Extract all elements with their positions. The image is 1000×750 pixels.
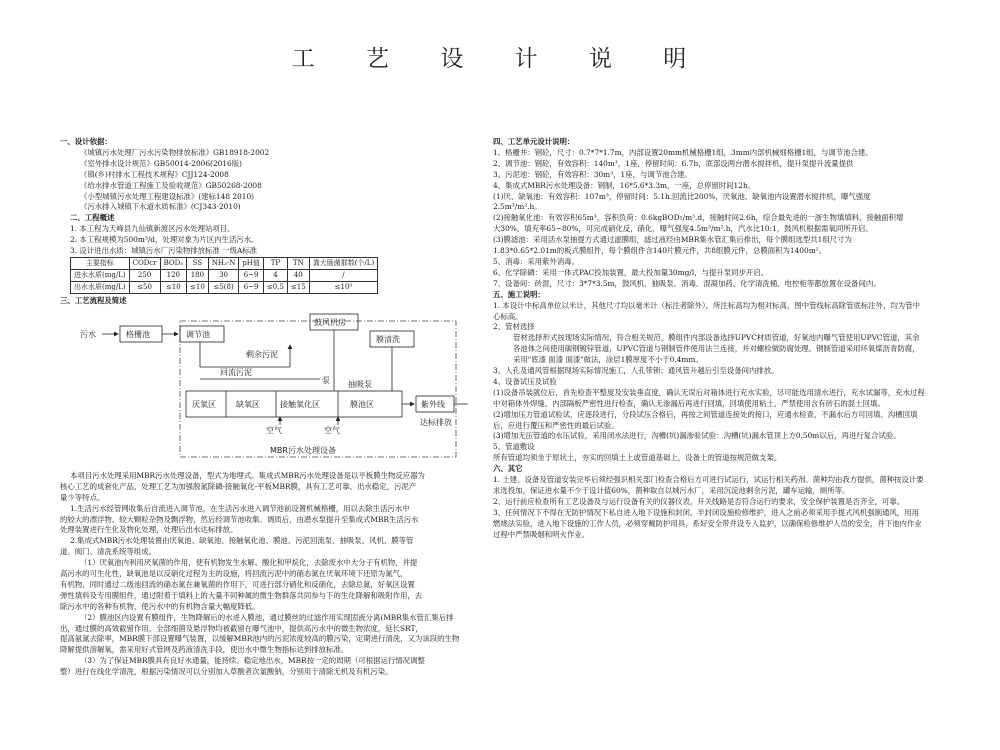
paragraph-line: 出，通过膜的高效截留作用，全部细菌及悬浮物均被截留在曝气池中，提供高污水中的微生物浓度，延长SRT， [60, 623, 423, 633]
table-cell: ≤50 [129, 281, 160, 293]
unit-line: 1.83*0.65*2.01m的板式膜组件，每个膜组件含140片膜元件，共8组膜元件，总膜面积为1400m²。 [493, 246, 827, 256]
basis-item: 《镇(乡)村排水工程技术规程》CJJ124-2008 [80, 169, 229, 179]
membrane-clean-label: 膜清洗 [376, 334, 400, 344]
table-header-row [71, 257, 378, 269]
paragraph-line: （2）膜池区内设置有膜组件，生物降解后的水进入膜池，通过膜丝的过滤作用实现固液分离(MBR集水管汇集后排 [80, 612, 454, 622]
equipment-boundary [180, 321, 456, 457]
basis-item: 《小型城镇污水处理工程建设标准》(建标148 2010) [80, 191, 255, 201]
table-cell: 6~9 [239, 281, 264, 293]
section-heading-units: 四、工艺单元设计说明： [493, 137, 575, 146]
contact-oxidation-label: 接触氧化区 [280, 399, 320, 409]
table-cell: ≤15 [287, 281, 309, 293]
construction-item: 1. 本设计中标高单位以米计，其他尺寸均以毫米计（标注者除外），所注标高均为相对标高，图中管线标高除管底标注外，均为管中心标高。 [493, 300, 920, 321]
paragraph-line: （1）厌氧池内利用厌氧菌的作用，使有机物发生水解、酸化和甲烷化，去除废水中大分子有机物，并提 [80, 558, 418, 568]
table-header-cell: pH值 [239, 257, 264, 269]
diagram-caption: MBR污水处理设备 [270, 445, 336, 455]
table-header-cell: BOD₅ [160, 257, 186, 269]
paragraph-line: 道、阀门、清洗系统等组成。 [60, 547, 157, 557]
overview-item: 1. 本工程为天峰县九仙镇新渡区污水处理站项目。 [70, 224, 235, 234]
construction-item: 所有管道均须坐于原状土，夯实的回填土上或管道基础上，设备上的管道按规范做支架。 [493, 453, 782, 463]
process-flow-svg [70, 309, 470, 467]
suction-pump-label: 抽吸泵 [348, 379, 372, 389]
paragraph-line: 弹性填料及专用膜组件，通过附着于填料上的大量不同种属的微生物群落共同参与下的生化降解和吸附作用，去 [60, 590, 423, 600]
table-cell: ≤10³ [309, 281, 377, 293]
table-cell: 6~9 [239, 269, 264, 281]
unit-line: 5、消毒：采用紫外消毒。 [493, 256, 580, 266]
discharge-label: 达标排放 [420, 417, 452, 427]
unit-line: 1、格栅井：钢砼，尺寸：0.7*7*1.7m，内部设置20mm机械格栅1组，3mm内部机械细格栅1组，与调节池合建。 [493, 147, 873, 157]
paragraph-line: 1.生活污水经管网收集后自流进入调节池，在生活污水进入调节池前设置机械格栅，用以去除生活污水中 [70, 503, 410, 513]
paragraph-line: 提高氨氮去除率，MBR膜下部设置曝气装置，以缓解MBR池内的污泥浓度较高的膜污染，定期进行清洗，又为该段的生物 [60, 634, 460, 644]
section-heading-process: 三、工艺流程及简述 [60, 295, 127, 305]
table-cell: 40 [287, 269, 309, 281]
reflux-label: 回流污泥 [220, 367, 252, 377]
unit-line: 6、化学除磷：采用一体式PAC投加装置，最大投加量30mg/l，与提升泵同步开启。 [493, 267, 769, 277]
unit-line: (3)膜滤池：采用活水泵抽提方式通过滤膜组，滤过液经由MBR集水管汇集后排出，每个膜组选型共1组尺寸为 [493, 235, 852, 245]
table-header-cell: 粪大肠菌群数(个/L) [309, 257, 377, 269]
construction-item: 4、设备试压及试验 [493, 376, 557, 386]
unit-line: 2、调节池：钢砼，有效容积：140m³，1座，停留时间：6.7h，底部设两台潜水搅拌机，提升泵提升流量提供 [493, 158, 854, 168]
paragraph-line: 的较大的漂浮物、较大颗粒杂物及飘浮物，然后经调节池收集、调质后，由潜水泵提升至集成式MBR生活污水 [60, 514, 419, 524]
table-cell: ≤10 [160, 281, 186, 293]
paragraph-line: 有机物，同时通过二级池回流的硝态氮在兼氧菌的作用下，可进行部分硝化和反硝化，去除总氮，好氧区设置 [60, 579, 415, 589]
construction-item: 5、管道敷设 [493, 442, 535, 452]
air-label: 空气 [266, 425, 282, 435]
table-header-cell: TN [287, 257, 309, 269]
table-cell: 250 [129, 269, 160, 281]
construction-item: 六、其它 [493, 464, 523, 474]
unit-line: 大30%，填充率65~80%，可完成硝化反，硝化，曝气强度4.5m³/m².h，汽水比10:1，鼓风机根据需氧同所开启。 [493, 224, 873, 234]
paragraph-line: 降解提供溶解氧，需采用好式管网及药液清洗手段，使出水中微生物指标达到排放标准。 [60, 645, 349, 655]
residual-sludge-label: 剩余污泥 [246, 349, 278, 359]
overview-item: 2. 本工程规模为500m³/d，处理对象为片区内生活污水。 [70, 235, 259, 245]
table-cell: 120 [160, 269, 186, 281]
table-header-cell: NH₃-N [208, 257, 239, 269]
table-row [71, 269, 378, 281]
construction-item: (3)增加无压管道的水压试验，采用闭水法进行，沟槽(坑)漏渗验试验：沟槽(坑)漏水管顶上方0.50m以后，再进行复合试验。 [493, 431, 901, 441]
basis-item: 《城镇污水处理厂污水污染物排放标准》GB18918-2002 [80, 147, 270, 157]
uv-label: 紫外线 [421, 399, 445, 409]
section-heading-construction: 五、施工说明： [493, 289, 545, 299]
left-column [60, 137, 480, 678]
construction-item: (2)增加压力管道试验试，应逐段进行，分段试压合格后，再按之间管道连接处的接口，应通水检查，不漏水后方可回填。沟槽回填后，应进行覆压和严密性的最后试验。 [493, 409, 918, 430]
paragraph-line: 除污水中的各种有机物，使污水中的有机物含量大幅度降低。 [60, 601, 260, 611]
construction-item: 2、运行前应检查所有工艺设备及与运行设备有关的仪器仪表，开关线路是否符合运行的要求，安全保护装置是否齐全，可靠。 [493, 496, 905, 506]
wastewater-label: 污水 [80, 329, 96, 339]
table-cell: / [309, 269, 377, 281]
pump-label: 泵 [322, 375, 330, 385]
table-cell: ≤5(8) [208, 281, 239, 293]
paragraph-line: 量少等特点。 [60, 492, 105, 502]
table-cell: 出水水质(mg/L) [71, 281, 130, 293]
table-header-cell: SS [187, 257, 209, 269]
unit-line: (1)厌、缺氧池：有效容积：107m³，停留时间：5.1h.回流比200%，厌氧池、缺氧池内设置潜水搅拌机，曝气强度 [493, 191, 871, 201]
table-cell: 180 [187, 269, 209, 281]
section-heading-basis: 一、设计依据： [60, 137, 112, 146]
table-header-cell: 主要指标 [71, 257, 130, 269]
page-title: 工 艺 设 计 说 明 [291, 46, 709, 72]
table-header-cell: CODcr [129, 257, 160, 269]
process-flow-diagram [70, 309, 470, 467]
paragraph-line: 核心工艺的成套化产品，处理工艺为加强脱氮除磷-接触氧化-平板MBR膜，具有工艺可靠、出水稳定，污泥产 [60, 481, 417, 491]
paragraph-line: 2.集成式MBR污水处理装置由厌氧池、缺氧池、接触氧化池、膜池、污泥回流泵、抽吸泵、风机、膜等管 [70, 536, 414, 546]
paragraph-line: 处理装置进行生化及物化处理，处理后出水达标排放。 [60, 525, 238, 535]
paragraph-line: 整）进行在线化学清洗，根据污染情况可以分别加入草酸者次氯酸钠，分别用于清除无机及有机污染。 [60, 667, 393, 677]
construction-item: 1. 土建、设备及管道安装完毕后须经强识相关部门检查合格后方可进行试运行，试运行相关药剂、菌种均由我方提供，菌种按设计要求选投加，保证进水量不少于设计值60%，菌种取自以城污水厂，采用沉淀池剩余污泥，罐车运输，厕所等。 [493, 475, 924, 495]
adjust-tank-label: 调节池 [186, 329, 210, 339]
table-row [71, 281, 378, 293]
paragraph-line: （3）为了保证MBR膜具有良好水通量，能持续、稳定地出水，MBR按一定的周期（可根据运行情况调整 [80, 656, 425, 666]
air-label: 空气 [324, 425, 340, 435]
grille-tank-label: 格栅池 [126, 329, 150, 339]
anoxic-zone-label: 厌氧区 [192, 399, 216, 409]
basis-item: 《给水排水管道工程施工及验收规范》GB50268-2008 [80, 180, 262, 190]
membrane-zone-label: 膜池区 [350, 399, 374, 409]
paragraph-line: 高污水的可生化性，缺氧池是以反硝化过程为主的设施，将回流污泥中的硝态氮在厌氧环境下还原为氮气， [60, 569, 408, 579]
section-heading-overview: 二、工程概述 [70, 213, 115, 223]
basis-item: 《污水排入城镇下水道水质标准》(CJ343-2010) [80, 202, 241, 212]
table-cell: 30 [208, 269, 239, 281]
paragraph-line: 本项目污水处理采用MBR污水处理设备，型式为地埋式。集成式MBR污水处理设备是以平板膜生物反应器为 [70, 470, 425, 480]
unit-line: 7、设备间：砖混，尺寸：3*7*3.5m，鼓风机、抽吸泵、消毒、混凝加药、化学清洗桶、电控柜等都放置在设备间内。 [493, 278, 881, 288]
water-quality-table [70, 257, 378, 294]
table-cell: 4 [263, 269, 287, 281]
oxic-zone-label: 缺氧区 [236, 399, 260, 409]
basis-item: 《室外排水设计规范》GB50014-2006(2016版) [80, 158, 243, 168]
right-column [493, 137, 925, 541]
construction-item: (1)设备吊装就位后，首先检查平整度及安装垂直度，确认无误后对箱体进行充水实验，尽可能选用清水进行，充水试漏等，充水过程中对箱体外焊缝、内部隔板严密性进行检查，确认无渗漏后再进行回填，回填使用粘土，严禁使用含有砖石的混土回填。 [493, 387, 925, 408]
construction-item: 3、任何情况下不得在无防护情况下私自进入地下设施和封闭、半封闭设施检修维护，进入之前必须采用手提式风机强制通风，用用燃烧法实验，进入地下设施的工作人员，必须穿戴防护用具，系好安全带并设专人监护，以确保检修维护人员的安全，并下池内作业过程中严禁吸烟和明火作业。 [493, 507, 922, 539]
blower-room-label: 鼓风机房 [314, 317, 346, 327]
construction-item: 3、人孔及通风管根据现场实际情况施工，人孔带锁；通风管升越后引至设备间内排放。 [493, 366, 779, 376]
table-cell: 进水水质(mg/L) [71, 269, 130, 281]
overview-item: 3. 设计进出水质：城镇污水厂污染物排放标准 一级A标准 [70, 246, 258, 256]
unit-line: 4、集成式MBR污水处理设备：钢制，16*5.6*3.3m，一座，总停留时间12h。 [493, 180, 756, 190]
unit-line: (2)接触氧化池：有效容积65m³，容积负荷：0.6kgBOD₅/m³.d，接触时间2.6h，综合最先进的一浙生物填填料，接触面积增 [493, 213, 904, 223]
table-cell: ≤0.5 [263, 281, 287, 293]
construction-item: 2、管材选择 [493, 322, 535, 332]
table-header-cell: TP [263, 257, 287, 269]
unit-line: 2.5m³/m².h。 [493, 202, 542, 212]
unit-line: 3、污泥池：钢砼，有效容积：30m³，1座，与调节池合建。 [493, 169, 692, 179]
table-cell: ≤10 [187, 281, 209, 293]
construction-item: 管材选择形式按现场实际情况，符合相关规范，膜组件内部设备选择UPVC材质管道，好氧池内曝气管使用UPVC管道，其余各池体之间使用碳钢镀锌管道，UPVC管道与钢制管件使用法兰连接，并对螺栓做防腐处理。钢制管道采用环氧煤沥青防腐，采用"底漆 面漆 面漆"做法，涂层1膜厚度不小于0.4mm。 [513, 333, 920, 365]
